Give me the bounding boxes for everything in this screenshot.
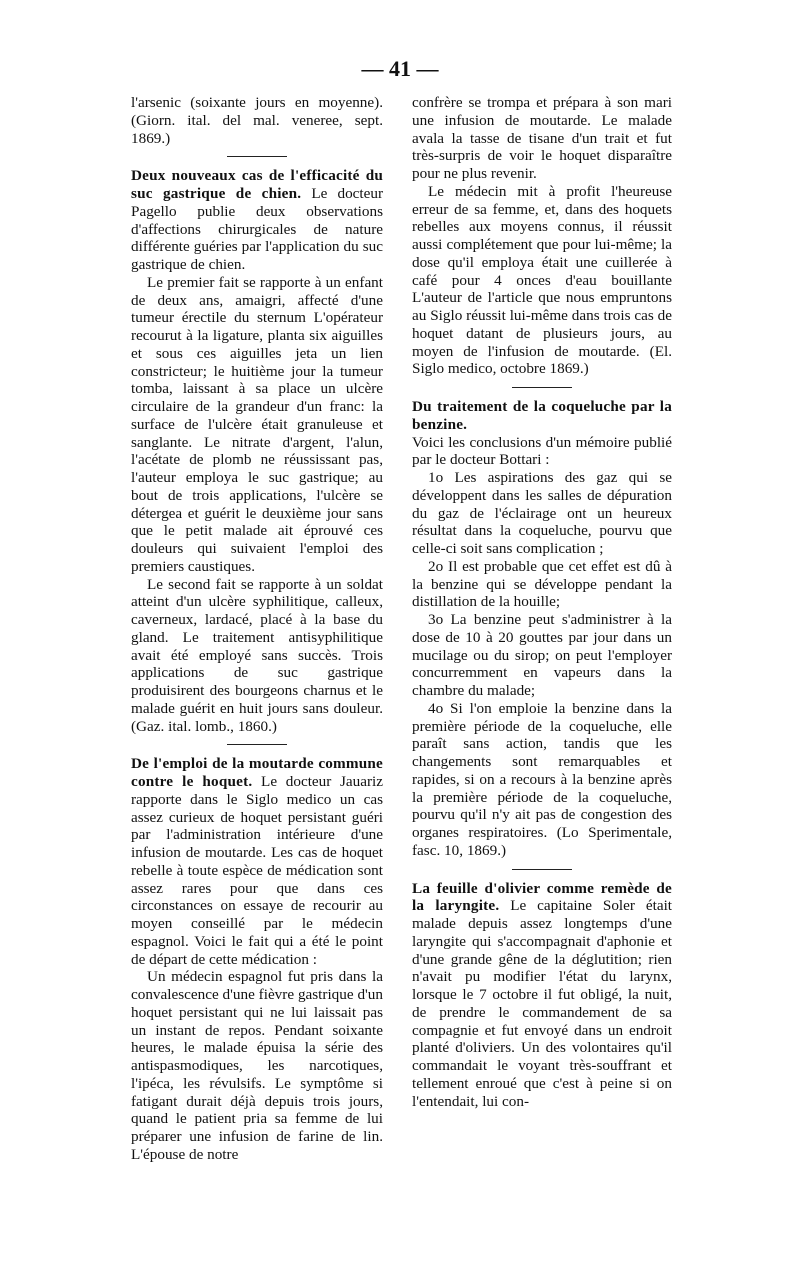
list-item: 1o Les aspirations des gaz qui se développent dans les salles de dépuration du gaz de l'éclairage ont un heureux résultat dans la coqueluche, pourvu que celle-ci soit sans complication ; (412, 469, 672, 557)
paragraph: l'arsenic (soixante jours en moyenne). (Giorn. ital. del mal. veneree, sept. 1869.) (131, 94, 383, 147)
section-divider (227, 744, 287, 745)
section-divider (227, 156, 287, 157)
paragraph-text: Le capitaine Soler était malade depuis assez longtemps d'une laryngite qui s'accompagnait d'aphonie et d'une grande gêne de la déglutition; rien n'avait pu modifier l'état du larynx, lorsque le 7 octobre il fut obligé, la nuit, de prendre le commandement de sa compagnie et fut envoyé dans un endroit planté d'oliviers. Un des volontaires qu'il commandait le voyant très-souffrant et tellement enroué que c'est à peine si on l'entendait, lui con- (412, 897, 673, 1110)
list-item: 3o La benzine peut s'administrer à la dose de 10 à 20 gouttes par jour dans un mucilage ou du sirop; on peut l'employer concurremment en vapeurs dans la chambre du malade; (412, 611, 672, 699)
section-heading: Deux nouveaux cas de l'efficacité du suc gastrique de chien. (131, 167, 383, 202)
page-number: — 41 — (361, 56, 439, 81)
left-column (131, 94, 383, 1164)
section-paragraph (131, 755, 383, 968)
paragraph-text: Le docteur Pagello publie deux observations d'affections chirurgicales de nature différente guéries par l'application du suc gastrique de chien. (131, 185, 384, 273)
paragraph: Le second fait se rapporte à un soldat atteint d'un ulcère syphilitique, calleux, caverneux, lardacé, placé à la base du gland. Le traitement antisyphilitique avait été employé sans succès. Trois applications de suc gastrique produisirent des bourgeons charnus et le malade guérit en huit jours sans douleur. (Gaz. ital. lomb., 1860.) (131, 575, 383, 735)
right-column (412, 94, 672, 1110)
section-heading: De l'emploi de la moutarde commune contre le hoquet. (131, 755, 383, 790)
list-item: 4o Si l'on emploie la benzine dans la première période de la coqueluche, elle paraît sans action, tandis que les changements sont remarquables et rapides, si on a recours à la benzine après la première période de la coqueluche, pourvu qu'il n'y ait pas de congestion des organes respiratoires. (Lo Sperimentale, fasc. 10, 1869.) (412, 699, 672, 859)
section-heading-line (412, 398, 672, 434)
section-paragraph (412, 880, 672, 1111)
section-heading: La feuille d'olivier comme remède de la laryngite. (412, 879, 672, 915)
paragraph: Un médecin espagnol fut pris dans la convalescence d'une fièvre gastrique d'un hoquet persistant qui ne lui laissait pas un instant de repos. Pendant soixante heures, le malade épuisa la série des antispasmodiques, les narcotiques, l'ipéca, les révulsifs. Le symptôme si fatigant durait déjà depuis trois jours, quand le patient pria sa femme de lui préparer une infusion de farine de lin. L'épouse de notre (131, 968, 383, 1163)
list-item: 2o Il est probable que cet effet est dû à la benzine qui se développe pendant la distillation de la houille; (412, 557, 672, 611)
section-paragraph (131, 167, 383, 274)
section-divider (512, 387, 572, 388)
paragraph: confrère se trompa et prépara à son mari une infusion de moutarde. Le malade avala la tasse de tisane d'un trait et fut très-surpris de voir le hoquet disparaître pour ne plus revenir. (412, 94, 672, 182)
paragraph: Le médecin mit à profit l'heureuse erreur de sa femme, et, dans des hoquets rebelles aux moyens connus, il réussit aussi complétement que pour lui-même; la dose qu'il employa était une cuillerée à café pour 4 onces d'eau bouillante L'auteur de l'article que nous empruntons au Siglo réussit lui-même dans trois cas de hoquet datant de plusieurs jours, au moyen de l'infusion de moutarde. (El. Siglo medico, octobre 1869.) (412, 182, 672, 378)
paragraph: Le premier fait se rapporte à un enfant de deux ans, amaigri, affecté d'une tumeur érectile du sternum L'opérateur recourut à la ligature, planta six aiguilles et sous ces aiguilles jeta un lien constricteur; le huitième jour la tumeur tomba, laissant à sa place un ulcère circulaire de la grandeur d'un franc: la surface de l'ulcère était granuleuse et sanglante. Le nitrate d'argent, l'alun, l'acétate de plomb ne réussissant pas, l'auteur employa le suc gastrique; au bout de trois applications, l'ulcère se détergea et guérit le deuxième jour sans que le petit malade ait éprouvé ces douleurs qui suivaient l'emploi des premiers caustiques. (131, 273, 383, 575)
paragraph: Voici les conclusions d'un mémoire publié par le docteur Bottari : (412, 433, 672, 469)
section-divider (512, 869, 572, 870)
paragraph-text: Le docteur Jauariz rapporte dans le Siglo medico un cas assez curieux de hoquet persistant guéri par l'administration intérieure d'une infusion de moutarde. Les cas de hoquet rebelle à toute espèce de médication sont assez rares pour que dans ces circonstances on essaye de recourir au moyen conseillé par le médecin espagnol. Voici le fait qui a été le point de départ de cette médication : (131, 773, 384, 968)
section-heading: Du traitement de la coqueluche par la benzine. (412, 398, 672, 433)
